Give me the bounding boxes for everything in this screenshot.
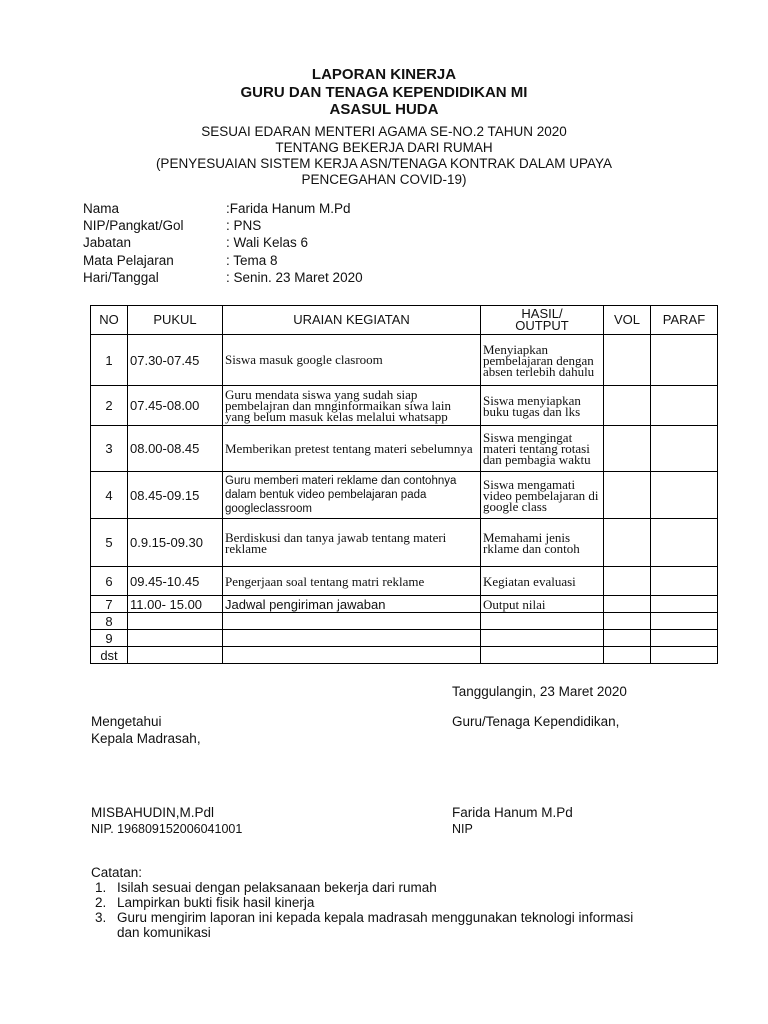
subtitle-line1: SESUAI EDARAN MENTERI AGAMA SE-NO.2 TAHUN 2020 — [201, 124, 567, 139]
cell-pukul: 0.9.15-09.30 — [128, 519, 223, 567]
subtitle-line3: (PENYESUAIAN SISTEM KERJA ASN/TENAGA KONTRAK DALAM UPAYA — [155, 156, 613, 171]
cell-hasil: Memahami jenis rklame dan contoh — [481, 519, 604, 567]
cell-uraian: Guru memberi materi reklame dan contohnya dalam bentuk video pembelajaran pada googleclassroom — [223, 472, 481, 519]
info-label: Jabatan — [83, 235, 132, 250]
sign-right-name: Farida Hanum M.Pd — [452, 805, 573, 820]
info-label: Mata Pelajaran — [83, 253, 174, 268]
table-row — [91, 567, 718, 596]
sign-right-line1: Guru/Tenaga Kependidikan, — [452, 714, 620, 729]
report-title-line3: ASASUL HUDA — [329, 101, 439, 118]
cell-pukul: 08.45-09.15 — [128, 472, 223, 519]
info-row-nama — [0, 200, 768, 217]
cell-pukul: 11.00- 15.00 — [128, 596, 223, 613]
table-row — [91, 519, 718, 567]
sign-left-name: MISBAHUDIN,M.Pdl — [91, 805, 215, 820]
cell-paraf — [651, 613, 718, 630]
header-pukul: PUKUL — [128, 306, 223, 335]
cell-vol — [604, 472, 651, 519]
cell-paraf — [651, 426, 718, 472]
cell-uraian: Berdiskusi dan tanya jawab tentang materi reklame — [223, 519, 481, 567]
table-row — [91, 426, 718, 472]
cell-vol — [604, 613, 651, 630]
info-value: :Farida Hanum M.Pd — [226, 201, 351, 216]
note-item-number: 1. — [95, 880, 107, 895]
cell-no: 4 — [91, 472, 128, 519]
cell-pukul — [128, 613, 223, 630]
note-item-number: 3. — [95, 910, 107, 925]
subtitle-line4: PENCEGAHAN COVID-19) — [301, 172, 467, 187]
table-row — [91, 613, 718, 630]
cell-pukul: 09.45-10.45 — [128, 567, 223, 596]
header-vol: VOL — [604, 306, 651, 335]
cell-no: 9 — [91, 630, 128, 647]
cell-vol — [604, 630, 651, 647]
cell-no: 7 — [91, 596, 128, 613]
cell-hasil: Siswa mengamati video pembelajaran di google class — [481, 472, 604, 519]
cell-no: 6 — [91, 567, 128, 596]
cell-hasil — [481, 613, 604, 630]
cell-hasil: Kegiatan evaluasi — [481, 567, 604, 596]
cell-paraf — [651, 386, 718, 426]
sign-left-nip: NIP. 196809152006041001 — [91, 822, 243, 836]
header-hasil — [481, 306, 604, 335]
cell-vol — [604, 335, 651, 386]
cell-vol — [604, 519, 651, 567]
cell-uraian: Memberikan pretest tentang materi sebelumnya — [223, 426, 481, 472]
sign-left-line1: Mengetahui — [91, 714, 162, 729]
cell-paraf — [651, 630, 718, 647]
report-title-line2: GURU DAN TENAGA KEPENDIDIKAN MI — [240, 84, 528, 101]
cell-pukul: 07.30-07.45 — [128, 335, 223, 386]
activity-table — [90, 305, 718, 664]
cell-no: 5 — [91, 519, 128, 567]
cell-vol — [604, 647, 651, 664]
cell-paraf — [651, 596, 718, 613]
subtitle-line2: TENTANG BEKERJA DARI RUMAH — [275, 140, 493, 155]
info-value: : PNS — [226, 218, 262, 233]
sign-right-nip: NIP — [452, 822, 473, 836]
report-title-line1: LAPORAN KINERJA — [311, 66, 457, 83]
table-header-row — [91, 306, 718, 335]
cell-no: 3 — [91, 426, 128, 472]
note-item-text: Lampirkan bukti fisik hasil kinerja — [117, 895, 315, 910]
info-row-jabatan — [0, 234, 768, 251]
identity-block — [0, 200, 768, 290]
cell-paraf — [651, 519, 718, 567]
info-row-nip — [0, 217, 768, 234]
cell-no: 2 — [91, 386, 128, 426]
cell-paraf — [651, 472, 718, 519]
cell-vol — [604, 426, 651, 472]
info-value: : Wali Kelas 6 — [226, 235, 309, 250]
cell-pukul — [128, 647, 223, 664]
cell-hasil: Menyiapkan pembelajaran dengan absen terlebih dahulu — [481, 335, 604, 386]
info-value: : Senin. 23 Maret 2020 — [226, 270, 363, 285]
notes-title: Catatan: — [91, 865, 143, 880]
note-item-text: Guru mengirim laporan ini kepada kepala madrasah menggunakan teknologi informasi — [117, 910, 634, 925]
cell-pukul: 08.00-08.45 — [128, 426, 223, 472]
cell-no: dst — [91, 647, 128, 664]
table-row — [91, 386, 718, 426]
cell-uraian — [223, 613, 481, 630]
header-uraian: URAIAN KEGIATAN — [223, 306, 481, 335]
table-row — [91, 472, 718, 519]
table-row — [91, 630, 718, 647]
table-row — [91, 647, 718, 664]
cell-hasil — [481, 630, 604, 647]
cell-paraf — [651, 647, 718, 664]
cell-hasil: Siswa menyiapkan buku tugas dan lks — [481, 386, 604, 426]
info-label: Hari/Tanggal — [83, 270, 159, 285]
note-item-number: 2. — [95, 895, 107, 910]
cell-vol — [604, 567, 651, 596]
cell-uraian: Guru mendata siswa yang sudah siap pembelajran dan mnginformaikan siwa lain yang belum masuk kelas melalui whatsapp — [223, 386, 481, 426]
info-row-mapel — [0, 252, 768, 269]
cell-uraian: Pengerjaan soal tentang matri reklame — [223, 567, 481, 596]
cell-hasil — [481, 647, 604, 664]
info-label: NIP/Pangkat/Gol — [83, 218, 184, 233]
cell-uraian: Jadwal pengiriman jawaban — [223, 596, 481, 613]
cell-uraian — [223, 630, 481, 647]
cell-pukul — [128, 630, 223, 647]
cell-hasil: Output nilai — [481, 596, 604, 613]
cell-paraf — [651, 567, 718, 596]
cell-no: 8 — [91, 613, 128, 630]
cell-hasil: Siswa mengingat materi tentang rotasi dan pembagia waktu — [481, 426, 604, 472]
info-row-tanggal — [0, 269, 768, 286]
cell-vol — [604, 596, 651, 613]
info-label: Nama — [83, 201, 120, 216]
cell-paraf — [651, 335, 718, 386]
cell-uraian: Siswa masuk google clasroom — [223, 335, 481, 386]
table-row — [91, 596, 718, 613]
cell-pukul: 07.45-08.00 — [128, 386, 223, 426]
info-value: : Tema 8 — [226, 253, 278, 268]
header-no: NO — [91, 306, 128, 335]
cell-no: 1 — [91, 335, 128, 386]
place-date: Tanggulangin, 23 Maret 2020 — [452, 684, 627, 699]
cell-vol — [604, 386, 651, 426]
cell-uraian — [223, 647, 481, 664]
header-hasil-line1: HASIL/ — [521, 306, 563, 321]
note-item-text-continued: dan komunikasi — [117, 925, 211, 940]
header-hasil-line2: OUTPUT — [515, 318, 569, 333]
note-item-text: Isilah sesuai dengan pelaksanaan bekerja dari rumah — [117, 880, 437, 895]
table-row — [91, 335, 718, 386]
sign-left-line2: Kepala Madrasah, — [91, 731, 201, 746]
header-paraf: PARAF — [651, 306, 718, 335]
